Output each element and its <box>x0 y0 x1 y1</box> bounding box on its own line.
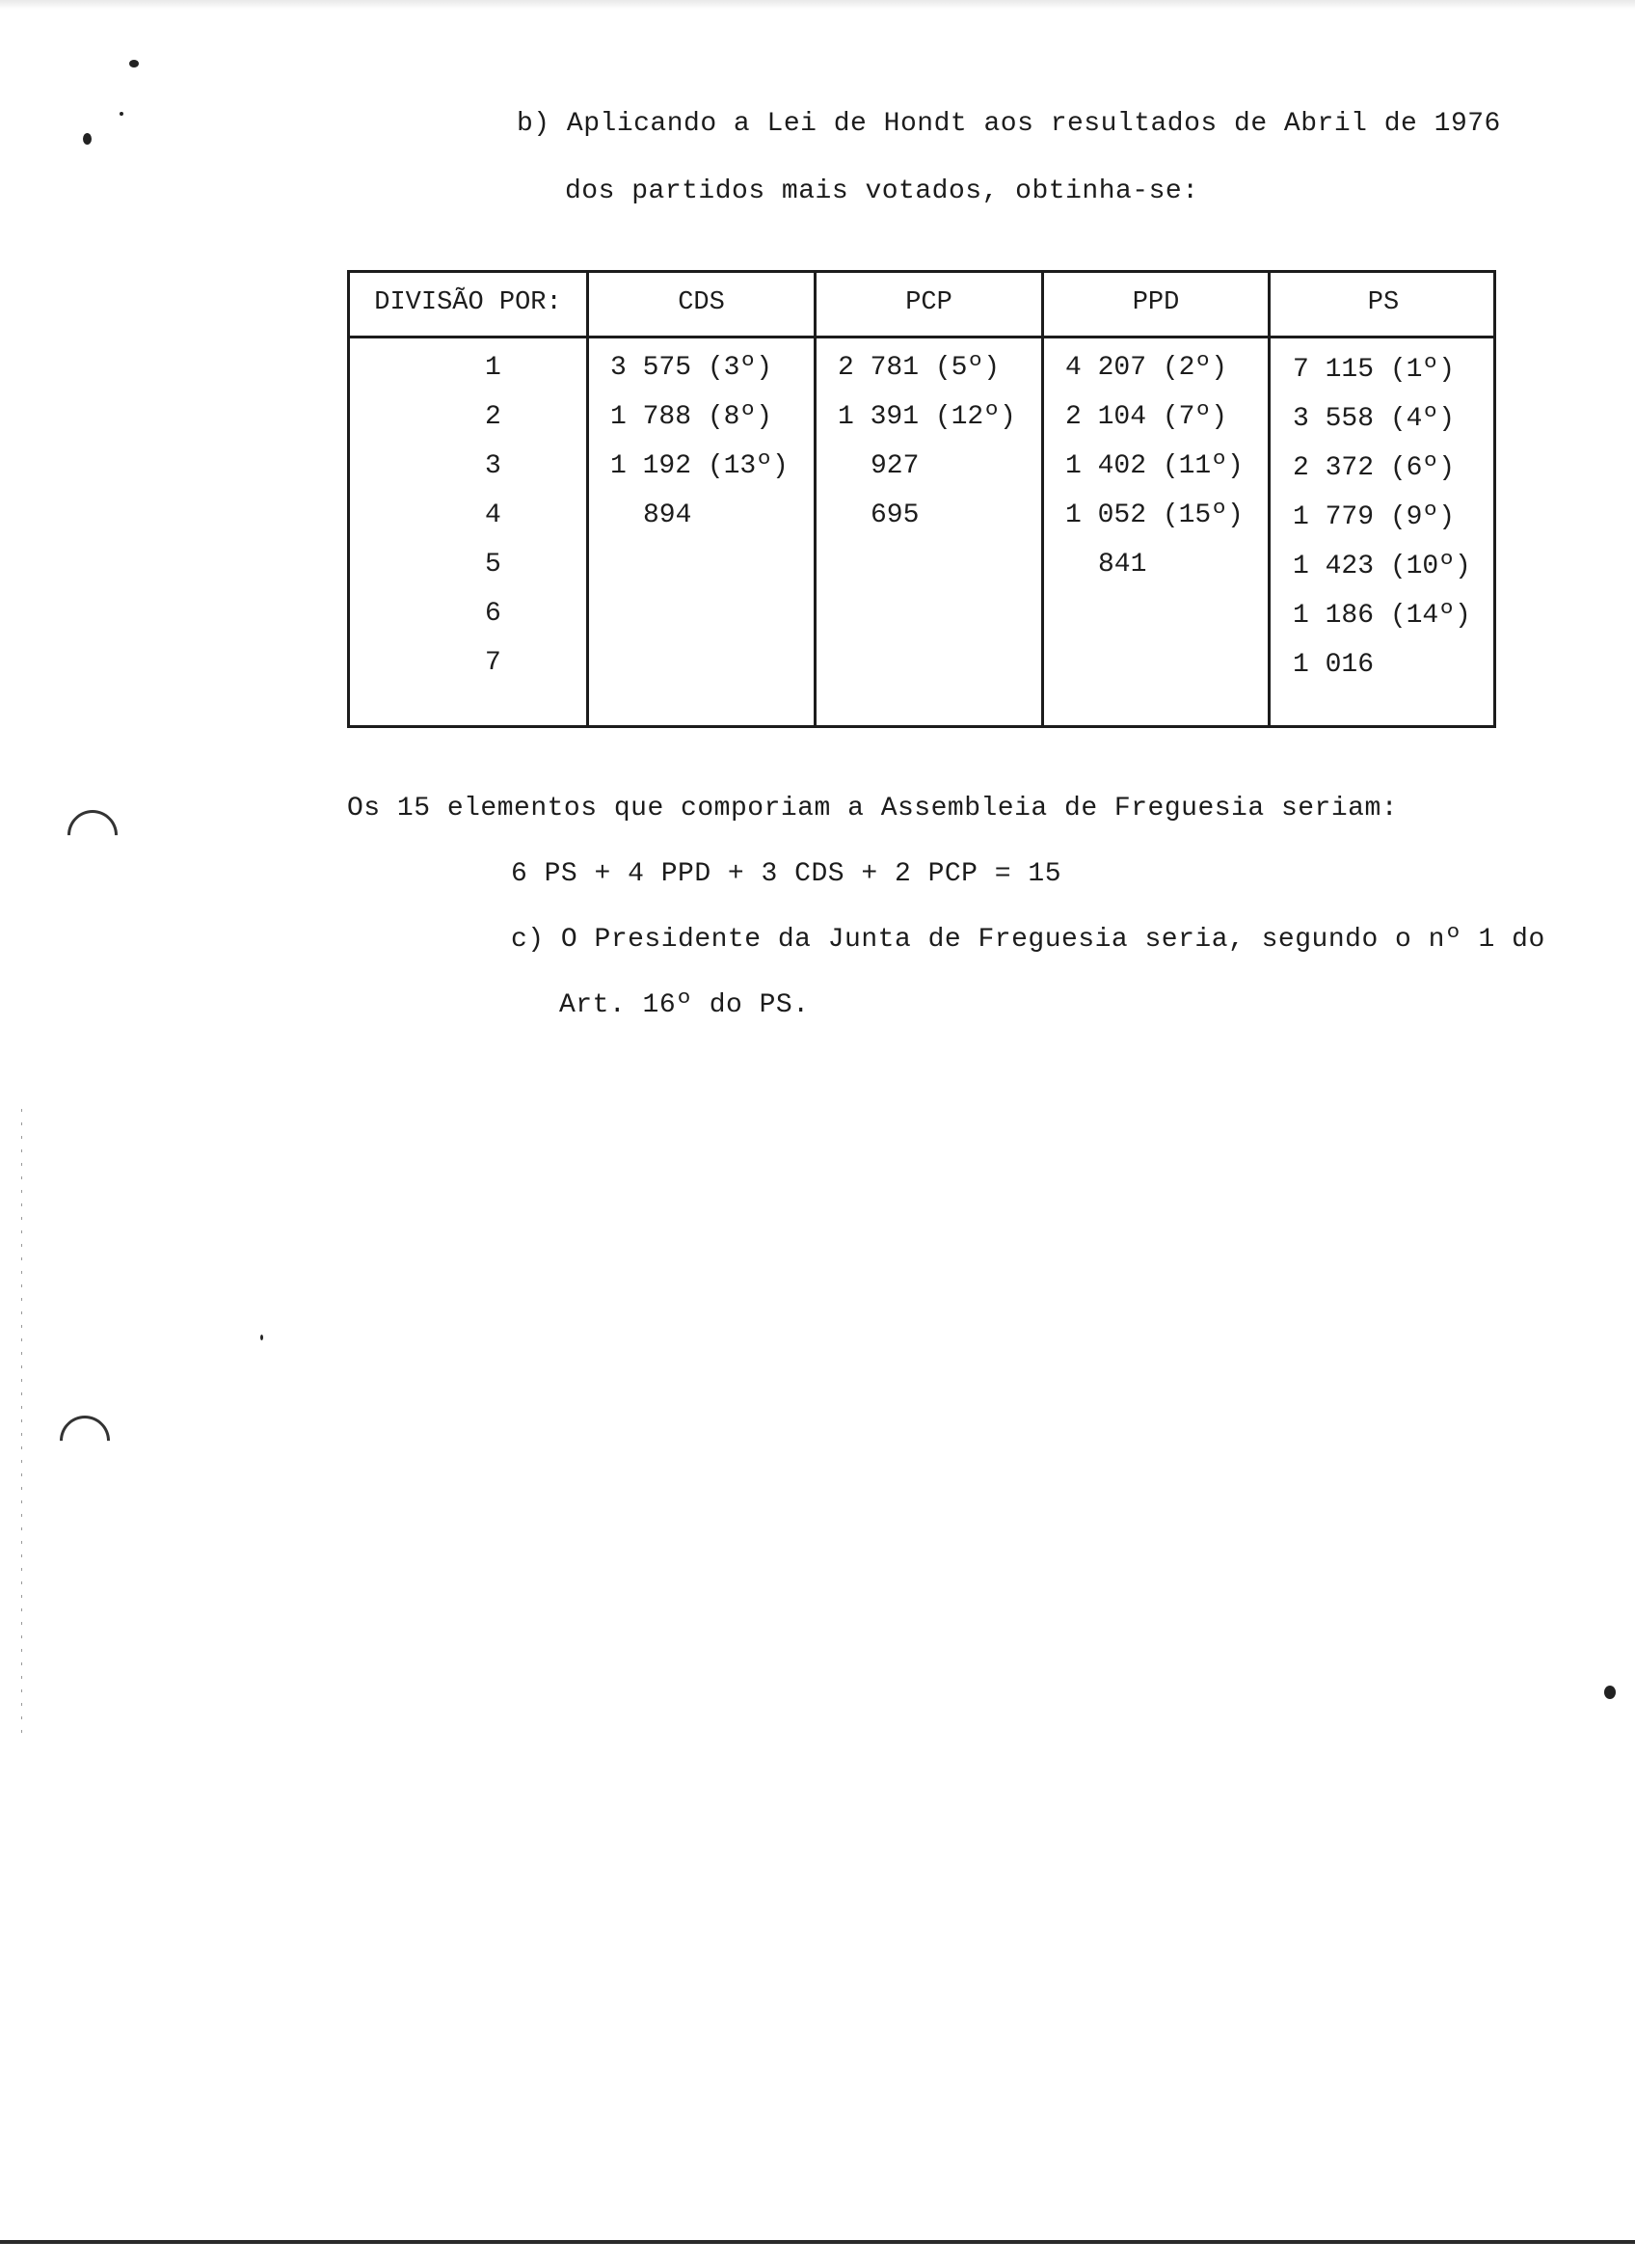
ps-cell: 2 372 (6º) <box>1293 453 1456 483</box>
ppd-cell: 841 <box>1098 550 1147 580</box>
summary-line-3: c) O Presidente da Junta de Freguesia seria, segundo o nº 1 do <box>511 925 1545 955</box>
scan-speck <box>83 133 92 145</box>
summary-line-2: 6 PS + 4 PPD + 3 CDS + 2 PCP = 15 <box>511 859 1061 889</box>
divisor-cell: 5 <box>485 550 501 580</box>
intro-line-1: b) Aplicando a Lei de Hondt aos resultados de Abril de 1976 <box>517 109 1501 139</box>
divisor-cell: 2 <box>485 402 501 432</box>
header-cds: CDS <box>678 288 725 317</box>
cds-cell: 3 575 (3º) <box>610 353 773 383</box>
table-column-rule <box>586 273 589 725</box>
scan-speck <box>129 60 139 68</box>
intro-line-2: dos partidos mais votados, obtinha-se: <box>565 176 1199 206</box>
scan-speck <box>260 1335 263 1340</box>
summary-line-4: Art. 16º do PS. <box>559 990 810 1020</box>
pcp-cell: 695 <box>871 500 920 530</box>
divisor-cell: 1 <box>485 353 501 383</box>
cds-cell: 1 788 (8º) <box>610 402 773 432</box>
scan-speck <box>1604 1686 1616 1699</box>
cds-cell: 1 192 (13º) <box>610 451 789 481</box>
ppd-cell: 4 207 (2º) <box>1065 353 1228 383</box>
ppd-cell: 2 104 (7º) <box>1065 402 1228 432</box>
pcp-cell: 2 781 (5º) <box>838 353 1001 383</box>
punch-hole-mark <box>57 799 128 871</box>
ps-cell: 1 186 (14º) <box>1293 601 1471 631</box>
scan-top-edge <box>0 0 1635 10</box>
pcp-cell: 1 391 (12º) <box>838 402 1016 432</box>
ps-cell: 1 779 (9º) <box>1293 502 1456 532</box>
header-divisao-por: DIVISÃO POR: <box>374 288 562 317</box>
scan-speck <box>120 112 123 116</box>
table-column-rule <box>1268 273 1271 725</box>
table-column-rule <box>1041 273 1044 725</box>
ps-cell: 3 558 (4º) <box>1293 404 1456 434</box>
scan-bottom-edge <box>0 2240 1635 2244</box>
ps-cell: 7 115 (1º) <box>1293 355 1456 385</box>
ppd-cell: 1 052 (15º) <box>1065 500 1244 530</box>
cds-cell: 894 <box>643 500 692 530</box>
header-ps: PS <box>1367 288 1400 317</box>
divisor-cell: 7 <box>485 648 501 678</box>
divisor-cell: 6 <box>485 599 501 629</box>
table-column-rule <box>814 273 817 725</box>
divisor-cell: 3 <box>485 451 501 481</box>
ppd-cell: 1 402 (11º) <box>1065 451 1244 481</box>
ps-cell: 1 016 <box>1293 650 1375 680</box>
punch-hole-mark <box>49 1405 121 1476</box>
summary-line-1: Os 15 elementos que comporiam a Assembleia de Freguesia seriam: <box>347 794 1399 824</box>
dhondt-table <box>347 270 1496 728</box>
header-ppd: PPD <box>1132 288 1180 317</box>
table-header-rule <box>350 336 1493 338</box>
ps-cell: 1 423 (10º) <box>1293 552 1471 581</box>
divisor-cell: 4 <box>485 500 501 530</box>
pcp-cell: 927 <box>871 451 920 481</box>
header-pcp: PCP <box>905 288 952 317</box>
margin-dotted-line <box>21 1109 22 1736</box>
